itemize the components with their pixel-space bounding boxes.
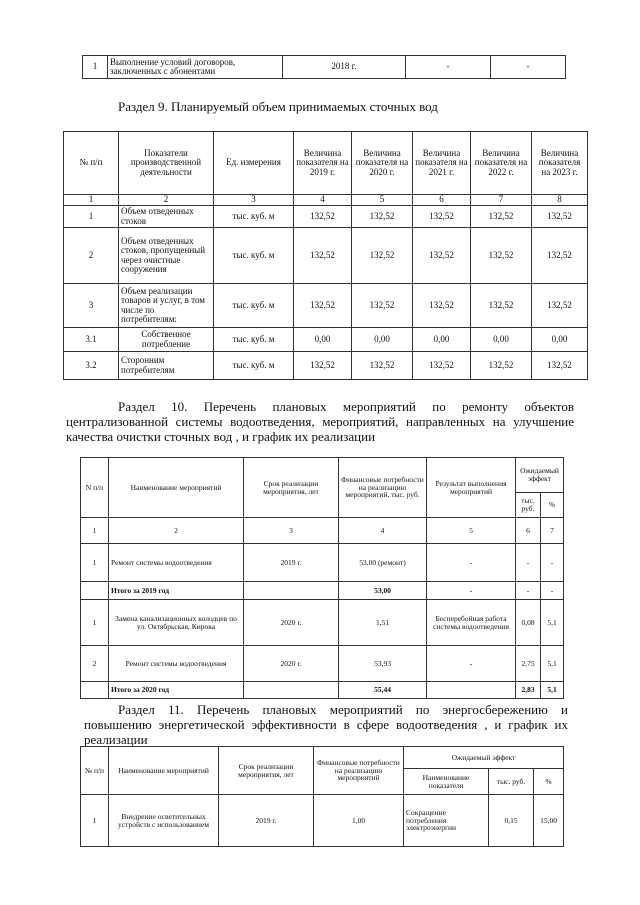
table-cell: 55,44 [339,682,427,699]
table-cell: 0,15 [489,795,534,847]
table-cell: 132,52 [413,206,471,228]
index-cell: 5 [352,195,413,206]
index-cell: 3 [244,518,339,544]
table-cell: 0,00 [413,328,471,352]
table-cell: 132,52 [294,284,352,328]
table-cell: 132,52 [352,352,413,380]
table-cell: Объем отведенных стоков, пропущенный через очистные сооружения [119,228,214,284]
column-header: Срок реализации мероприятия, лет [219,747,314,795]
table-row [64,206,588,228]
index-cell: 6 [413,195,471,206]
table-cell: 2,75 [516,646,541,682]
column-header: % [541,493,564,518]
table-cell: 0,00 [352,328,413,352]
table-cell: Итого за 2019 год [109,582,244,600]
column-header: Величина показателя на 2020 г. [352,132,413,195]
table-cell: 1 [64,206,119,228]
index-cell: 6 [516,518,541,544]
table-cell: 2019 г. [219,795,314,847]
table-cell: 1,51 [339,600,427,646]
table-cell: - [427,582,516,600]
table-cell: Объем реализации товаров и услуг, в том числе по потребителям: [119,284,214,328]
table-cell [81,682,109,699]
table-cell: 0,00 [294,328,352,352]
table-cell: 2020 г. [244,646,339,682]
index-cell: 5 [427,518,516,544]
index-cell: 2 [119,195,214,206]
continuation-table [82,55,566,79]
column-header: Результат выполнения мероприятий [427,458,516,518]
table-cell: тыс. куб. м [214,352,294,380]
table-cell: - [516,582,541,600]
table-cell: 132,52 [532,206,588,228]
table-row [64,228,588,284]
table-cell: 0,00 [471,328,532,352]
table-row [64,328,588,352]
index-cell: 4 [294,195,352,206]
column-header: № п/п [81,747,109,795]
index-cell: 7 [471,195,532,206]
table-cell: 0,08 [516,600,541,646]
section-11-table [80,746,564,847]
table-cell: 132,52 [471,284,532,328]
table-cell: Ремонт системы водоотведения [109,544,244,582]
table-cell [244,682,339,699]
table-cell: 132,52 [352,206,413,228]
index-cell: 8 [532,195,588,206]
section-11-title: Раздел 11. Перечень плановых мероприятий по энергосбережению и повышению энергетической эффективности в сфере водоотведения , и график их реализации [84,702,568,747]
table-cell: - [516,544,541,582]
table-cell: 132,52 [294,228,352,284]
table-cell: Выполнение условий договоров, заключенных с абонентами [108,56,283,79]
table-cell: 1 [81,544,109,582]
table-cell: 2,83 [516,682,541,699]
table-cell: Бесперебойная работа системы водоотведения [427,600,516,646]
table-cell: 132,52 [294,352,352,380]
table-cell: 132,52 [471,228,532,284]
table-cell: 2020 г. [244,600,339,646]
table-cell: 5,1 [541,646,564,682]
table-cell: 132,52 [532,228,588,284]
column-header: Величина показателя на 2022 г. [471,132,532,195]
table-cell: тыс. куб. м [214,228,294,284]
table-cell: 2 [81,646,109,682]
index-cell: 2 [109,518,244,544]
column-header: % [534,769,564,795]
section-9-title: Раздел 9. Планируемый объем принимаемых сточных вод [118,99,438,114]
column-header: Величина показателя на 2019 г. [294,132,352,195]
table-cell: - [491,56,566,79]
table-cell: 132,52 [352,228,413,284]
index-cell: 1 [64,195,119,206]
table-cell: 1 [83,56,108,79]
table-row [81,600,564,646]
table-cell [81,582,109,600]
table-cell: 53,93 [339,646,427,682]
table-cell: 132,52 [413,352,471,380]
table-cell: 5,1 [541,682,564,699]
table-cell [244,582,339,600]
column-header: Финансовые потребности на реализацию мероприятий, тыс. руб. [339,458,427,518]
table-row [81,582,564,600]
column-header: тыс. руб. [516,493,541,518]
column-header: Величина показателя на 2021 г. [413,132,471,195]
column-header: тыс. руб. [489,769,534,795]
column-header: Наименование показателя [404,769,489,795]
column-header: Величина показателя на 2023 г. [532,132,588,195]
table-cell: 2018 г. [283,56,406,79]
table-cell: 132,52 [413,284,471,328]
table-cell: 2019 г. [244,544,339,582]
index-row [64,195,588,206]
table-cell: 53,00 [339,582,427,600]
index-cell: 7 [541,518,564,544]
table-cell: 132,52 [471,352,532,380]
table-cell: Сторонним потребителям [119,352,214,380]
table-cell: - [541,544,564,582]
column-header: Ожидаемый эффект [516,458,564,493]
table-cell: Объем отведенных стоков [119,206,214,228]
column-header: N п/п [81,458,109,518]
table-cell: Ремонт системы водоотведения [109,646,244,682]
column-header: Наименование мероприятий [109,747,219,795]
table-cell: 3.1 [64,328,119,352]
table-cell: Внедрение осветительных устройств с использованием [109,795,219,847]
column-header: Ед. измерения [214,132,294,195]
index-cell: 3 [214,195,294,206]
table-cell: 132,52 [352,284,413,328]
table-cell: - [427,544,516,582]
table-row [81,544,564,582]
table-cell: 132,52 [413,228,471,284]
column-header: Срок реализации мероприятия, лет [244,458,339,518]
section-9-table [63,131,588,380]
table-cell: 2 [64,228,119,284]
table-cell: 3.2 [64,352,119,380]
table-cell: Собственное потребление [119,328,214,352]
table-row [81,682,564,699]
table-cell: тыс. куб. м [214,328,294,352]
column-header: Финансовые потребности на реализацию мероприятий [314,747,404,795]
table-cell: тыс. куб. м [214,206,294,228]
table-row [81,795,564,847]
table-cell: - [406,56,491,79]
table-row [64,284,588,328]
table-cell: 132,52 [532,284,588,328]
table-cell: 53,00 (ремонт) [339,544,427,582]
table-cell: Замена канализационных колодцев по ул. Октябрьская, Кирова [109,600,244,646]
table-cell: 1,00 [314,795,404,847]
column-header: № п/п [64,132,119,195]
index-cell: 4 [339,518,427,544]
table-cell: Сокращение потребления электроэнергии [404,795,489,847]
table-cell: 15,00 [534,795,564,847]
section-10-table [80,457,564,699]
index-row [81,518,564,544]
table-row [81,646,564,682]
table-cell: 132,52 [471,206,532,228]
table-row [83,56,566,79]
table-row [64,352,588,380]
table-cell: 1 [81,600,109,646]
table-cell: тыс. куб. м [214,284,294,328]
table-cell: - [541,582,564,600]
table-cell: 0,00 [532,328,588,352]
table-cell: 3 [64,284,119,328]
column-header: Наименование мероприятий [109,458,244,518]
table-cell [427,682,516,699]
table-cell: Итого за 2020 год [109,682,244,699]
column-header: Ожидаемый эффект [404,747,564,769]
table-cell: 5,1 [541,600,564,646]
column-header: Показатели производственной деятельности [119,132,214,195]
table-cell: 132,52 [532,352,588,380]
table-cell: 1 [81,795,109,847]
section-10-title: Раздел 10. Перечень плановых мероприятий по ремонту объектов централизованной системы водоотведения, мероприятий, направленных на улучшение качества очистки сточных вод , и график их реализации [66,399,574,444]
table-cell: - [427,646,516,682]
table-cell: 132,52 [294,206,352,228]
table-header-row [64,132,588,195]
index-cell: 1 [81,518,109,544]
